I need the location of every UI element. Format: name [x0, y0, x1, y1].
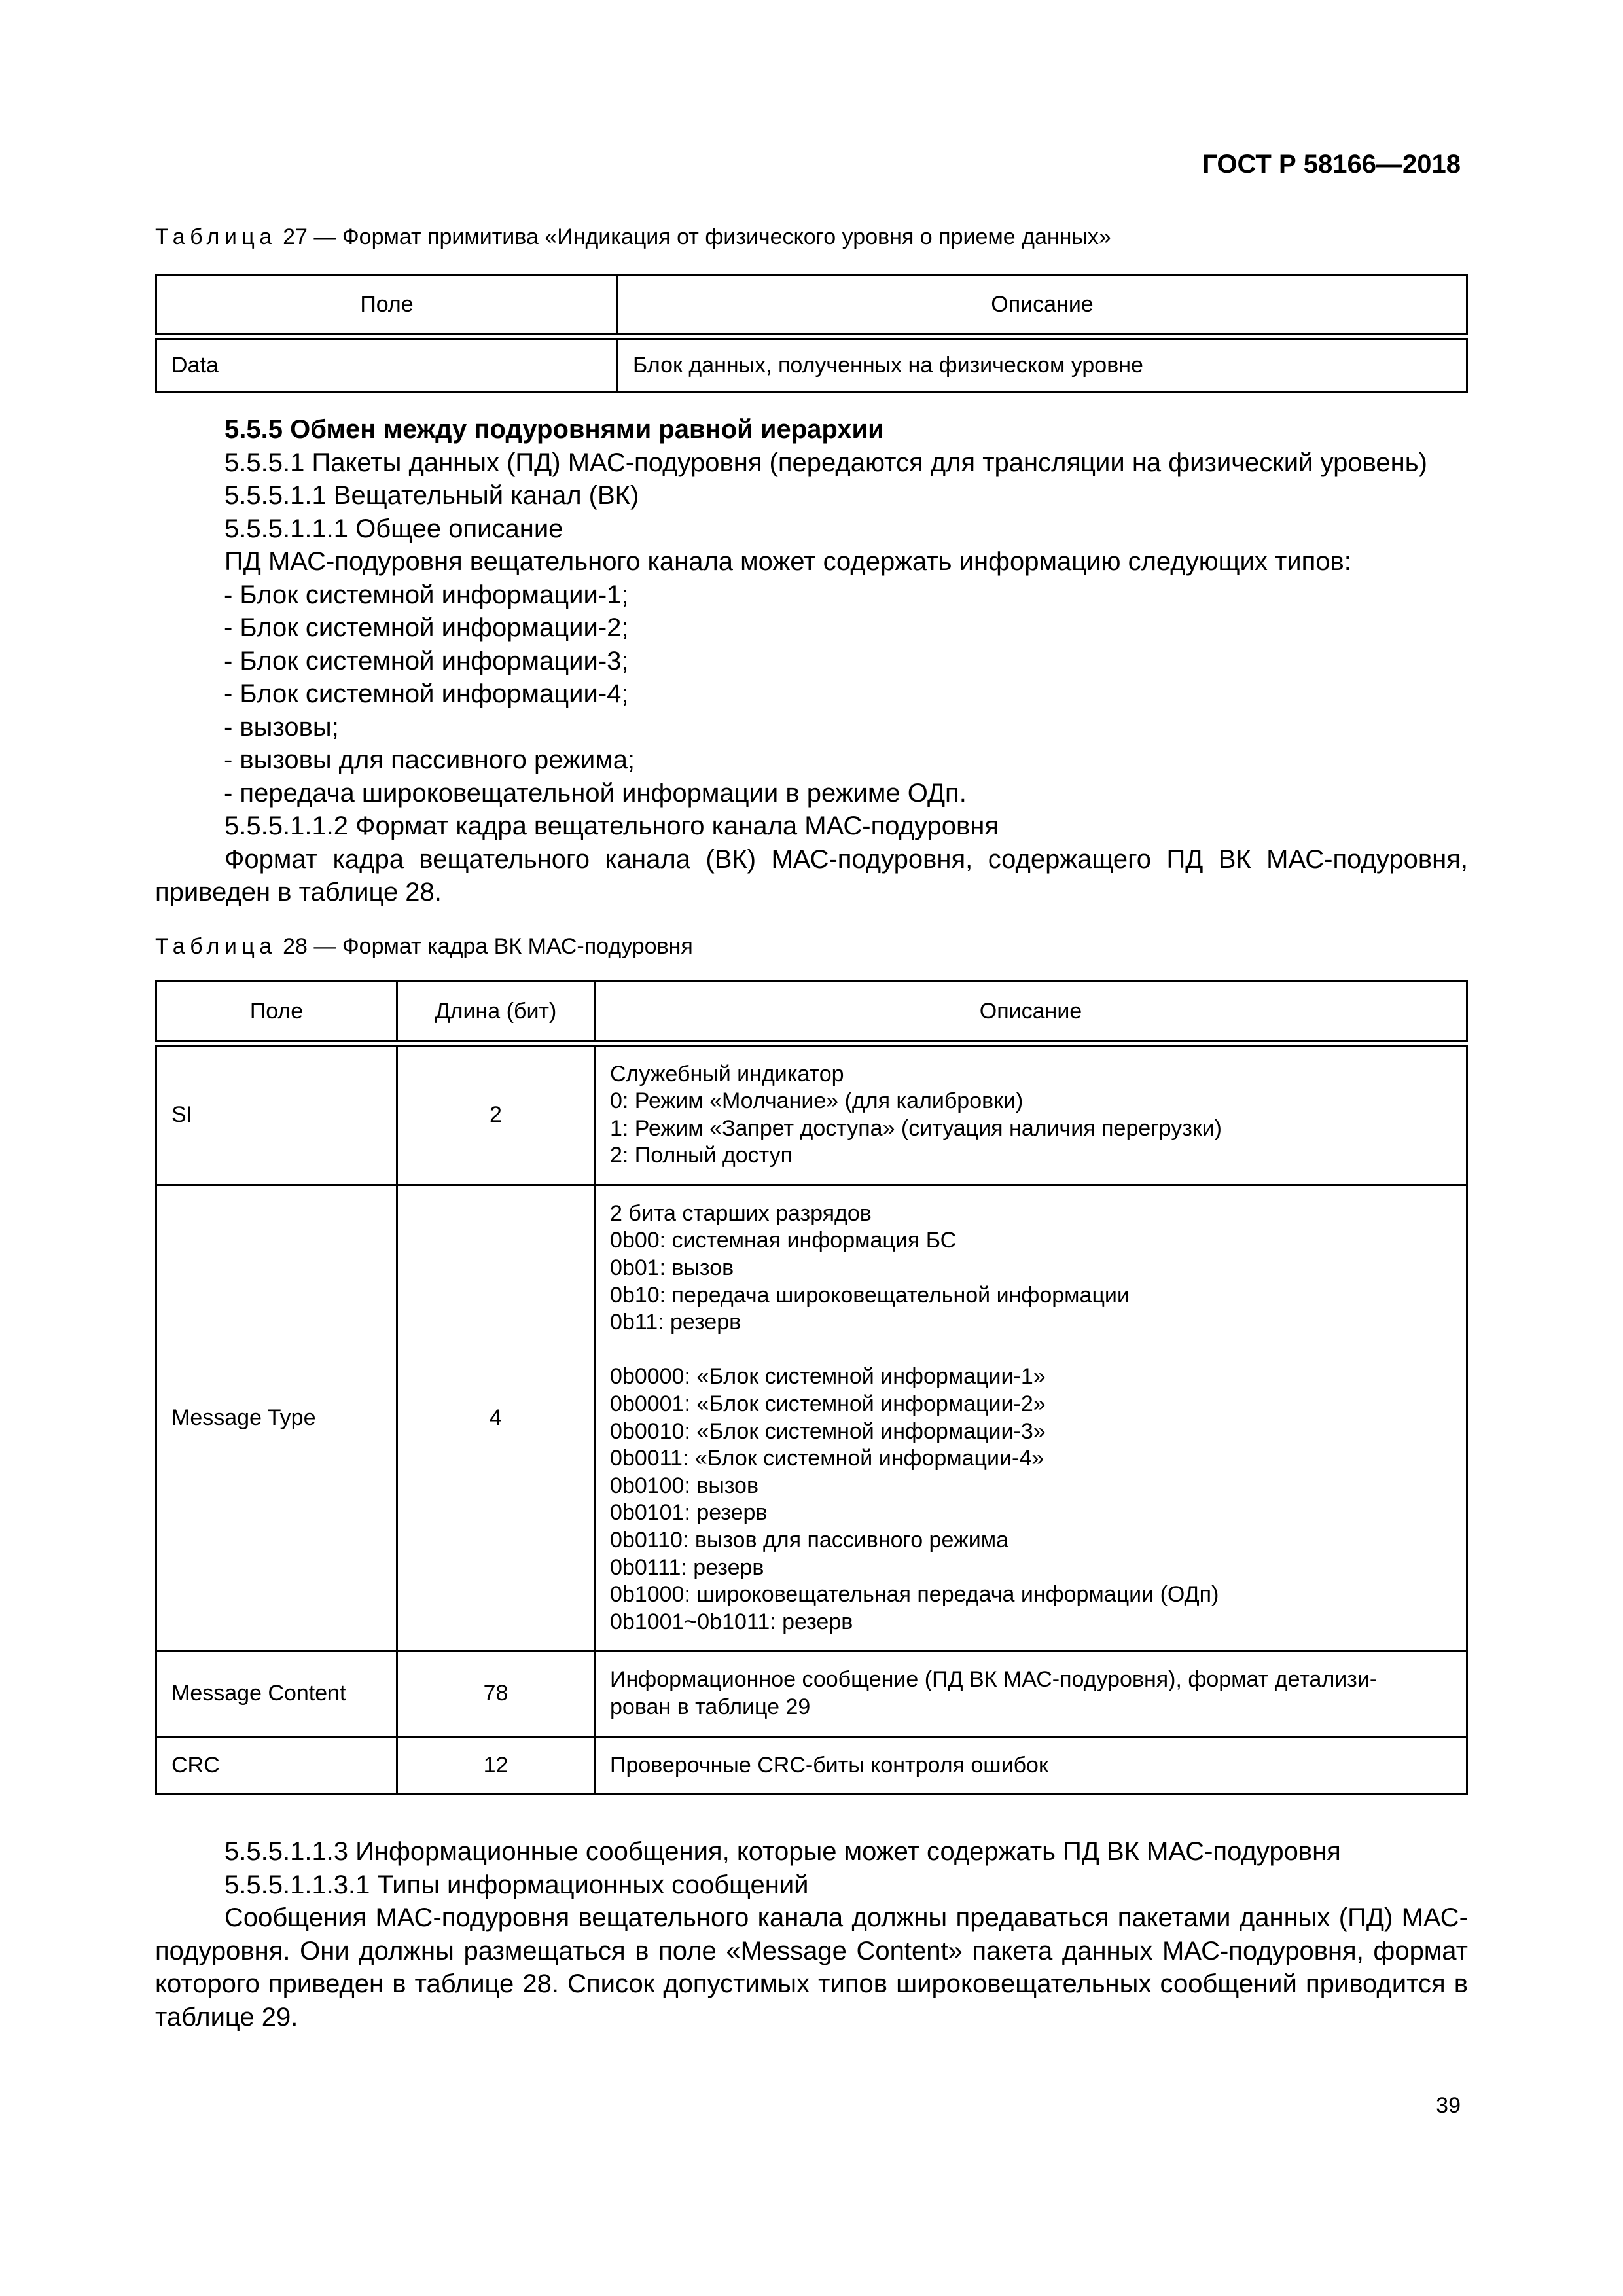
column-header-description: Описание: [595, 982, 1467, 1043]
description-line: 0b0111: резерв: [610, 1554, 764, 1580]
clause-line: 5.5.5.1.1 Вещательный канал (ВК): [224, 481, 639, 510]
description-line: 2 бита старших разрядов: [610, 1200, 872, 1226]
description-line: 0b00: системная информация БС: [610, 1228, 957, 1253]
paragraph: Сообщения МАС-подуровня вещательного канала должны предаваться пакетами данных (ПД) МАС-подуровня. Они должны размещаться в поле «Message Content» пакета данных МАС-подуровня, формат которого приведен в таблице 28. Список допустимых типов широковещательных сообщений приводится в таблице 29.: [155, 1903, 1468, 2032]
clause-line: ПД МАС-подуровня вещательного канала может содержать информацию следующих типов:: [224, 547, 1351, 576]
description-line: рован в таблице 29: [610, 1694, 811, 1719]
description-line: 0: Режим «Молчание» (для калибровки): [610, 1088, 1024, 1114]
clause-line: 5.5.5.1 Пакеты данных (ПД) МАС-подуровня (передаются для трансляции на физический уровень): [224, 448, 1427, 477]
table-27-caption: [155, 223, 1111, 251]
table-row: [156, 1651, 1467, 1736]
table-header-row: [156, 982, 1467, 1043]
blank-line: [610, 1336, 1452, 1364]
page-number: 39: [1436, 2093, 1461, 2118]
field-cell: [156, 1651, 397, 1736]
paragraph: Формат кадра вещательного канала (ВК) МАС-подуровня, содержащего ПД ВК МАС-подуровня, приведен в таблице 28.: [155, 844, 1468, 906]
list-item: - Блок системной информации-2;: [224, 613, 629, 642]
field-name: Message Content: [171, 1681, 346, 1706]
list-item: - передача широковещательной информации в режиме ОДп.: [224, 778, 967, 808]
table-header-row: [156, 275, 1467, 336]
list-item: - Блок системной информации-1;: [224, 580, 629, 609]
caption-word: Таблица: [155, 934, 277, 959]
length-cell: 4: [397, 1185, 595, 1651]
length-cell: 78: [397, 1651, 595, 1736]
description-line: Проверочные CRC-биты контроля ошибок: [610, 1752, 1048, 1778]
clause-line: 5.5.5.1.1.2 Формат кадра вещательного канала МАС-подуровня: [224, 812, 999, 840]
section-heading: 5.5.5 Обмен между подуровнями равной иерархии: [224, 415, 884, 444]
table-28-caption: [155, 932, 693, 961]
field-cell: [156, 1185, 397, 1651]
description-line: 0b0100: вызов: [610, 1473, 759, 1498]
table-row: [156, 1736, 1467, 1795]
list-item: - вызовы;: [224, 712, 339, 742]
description-line: 0b0010: «Блок системной информации-3»: [610, 1418, 1046, 1444]
clause-line: 5.5.5.1.1.3.1 Типы информационных сообщений: [224, 1870, 809, 1899]
description-line: 0b0001: «Блок системной информации-2»: [610, 1391, 1046, 1417]
description-line: 0b0101: резерв: [610, 1500, 768, 1526]
caption-text: 28 — Формат кадра ВК МАС-подуровня: [276, 934, 693, 959]
description-cell: [595, 1736, 1467, 1795]
document-code: ГОСТ Р 58166—2018: [1202, 150, 1461, 179]
clause-line: 5.5.5.1.1.1 Общее описание: [224, 514, 563, 543]
table-row: [156, 336, 1467, 392]
table-27: [155, 274, 1468, 393]
section-5-5-5-1-1-3: [155, 1835, 1468, 2034]
description-line: 0b0110: вызов для пассивного режима: [610, 1528, 1009, 1552]
field-cell: [156, 1736, 397, 1795]
description-line: 1: Режим «Запрет доступа» (ситуация наличия перегрузки): [610, 1115, 1222, 1141]
caption-text: 27 — Формат примитива «Индикация от физического уровня о приеме данных»: [276, 224, 1111, 249]
length-cell: 2: [397, 1043, 595, 1185]
description-cell: [595, 1651, 1467, 1736]
list-item: - вызовы для пассивного режима;: [224, 745, 635, 774]
description-line: 0b1001~0b1011: резерв: [610, 1609, 853, 1634]
description-line: 0b1000: широковещательная передача информации (ОДп): [610, 1582, 1219, 1607]
field-cell: [156, 1043, 397, 1185]
description-cell: Блок данных, полученных на физическом уровне: [618, 336, 1467, 392]
column-header-length: Длина (бит): [397, 982, 595, 1043]
clause-line: 5.5.5.1.1.3 Информационные сообщения, которые может содержать ПД ВК МАС-подуровня: [224, 1837, 1341, 1866]
description-line: 0b10: передача широковещательной информации: [610, 1282, 1130, 1308]
field-name: Message Type: [171, 1405, 316, 1431]
description-line: Служебный индикатор: [610, 1061, 844, 1086]
column-header-field: Поле: [156, 982, 397, 1043]
description-cell: [595, 1043, 1467, 1185]
description-line: 0b11: резерв: [610, 1310, 741, 1335]
column-header-description: Описание: [618, 275, 1467, 336]
description-line: Информационное сообщение (ПД ВК МАС-подуровня), формат детализи-: [610, 1667, 1378, 1693]
table-28: [155, 980, 1468, 1795]
description-line: 0b01: вызов: [610, 1255, 734, 1281]
description-line: 0b0000: «Блок системной информации-1»: [610, 1364, 1046, 1390]
list-item: - Блок системной информации-3;: [224, 646, 629, 675]
caption-word: Таблица: [155, 224, 277, 249]
field-cell: Data: [156, 336, 618, 392]
table-row: [156, 1043, 1467, 1185]
field-name: SI: [171, 1102, 193, 1128]
description-line: 0b0011: «Блок системной информации-4»: [610, 1446, 1044, 1471]
section-5-5-5: [155, 413, 1468, 909]
field-name: CRC: [171, 1752, 220, 1778]
table-row: [156, 1185, 1467, 1651]
length-cell: 12: [397, 1736, 595, 1795]
description-cell: [595, 1185, 1467, 1651]
description-line: 2: Полный доступ: [610, 1143, 793, 1168]
column-header-field: Поле: [156, 275, 618, 336]
list-item: - Блок системной информации-4;: [224, 679, 629, 708]
